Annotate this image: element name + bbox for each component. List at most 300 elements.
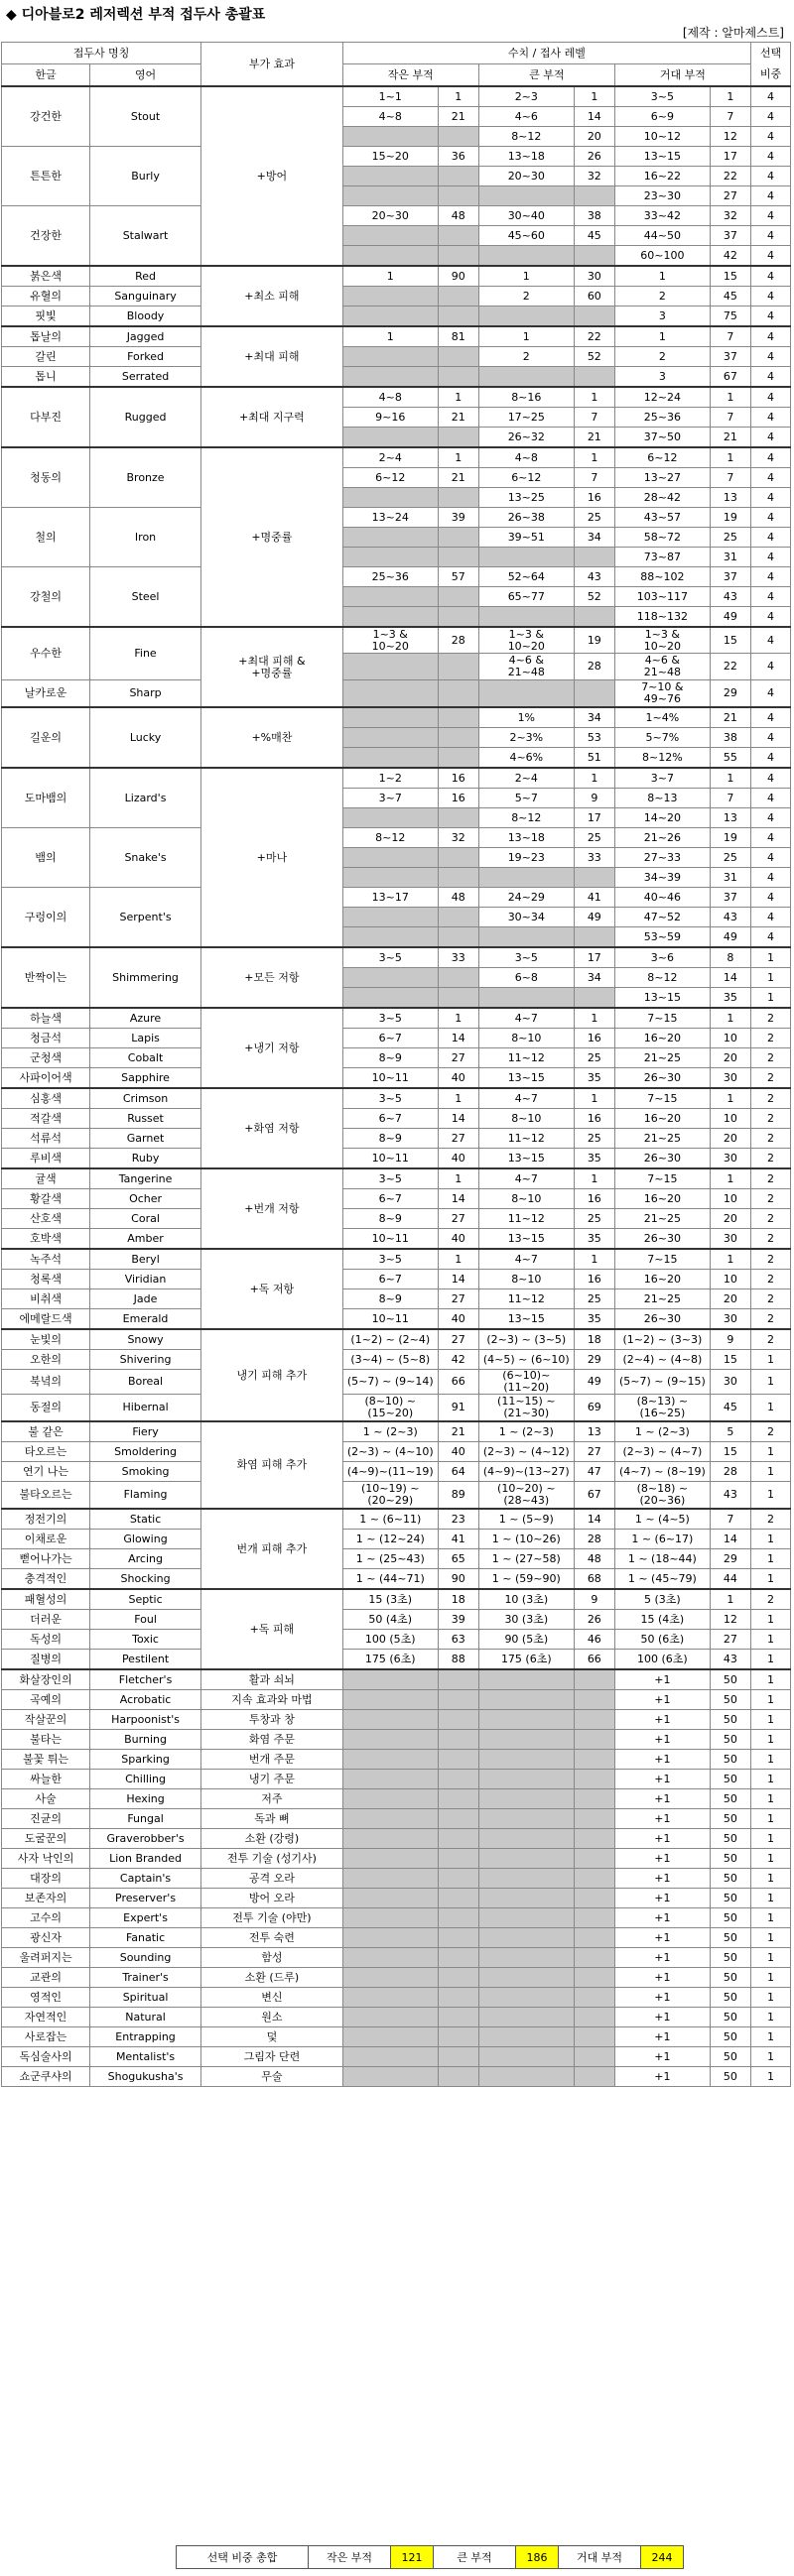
large-charm-value: 4~7: [478, 1249, 574, 1270]
large-charm-value: 13~15: [478, 1229, 574, 1250]
small-charm-value: [342, 226, 438, 246]
affix-korean-name: 고수의: [2, 1908, 90, 1928]
grand-charm-value: 16~20: [614, 1189, 710, 1209]
grand-charm-value: 26~30: [614, 1229, 710, 1250]
affix-english-name: Natural: [90, 2008, 201, 2027]
grand-charm-value: 21~26: [614, 828, 710, 848]
unavailable-cell: [438, 1710, 478, 1730]
grand-charm-value: 3: [614, 367, 710, 388]
small-charm-value: 3~7: [342, 789, 438, 808]
table-row: [2, 1209, 791, 1229]
unavailable-cell: [342, 1889, 438, 1908]
grand-charm-value: 21~25: [614, 1209, 710, 1229]
affix-english-name: Bloody: [90, 307, 201, 327]
affix-bonus: +번개 저항: [201, 1168, 343, 1249]
small-charm-level: 28: [438, 627, 478, 654]
large-charm-value: 4~6: [478, 107, 574, 127]
selection-weight: 4: [750, 347, 790, 367]
table-row: [2, 1462, 791, 1482]
selection-weight: 4: [750, 528, 790, 548]
large-charm-level: 16: [574, 1189, 614, 1209]
small-charm-level: 16: [438, 789, 478, 808]
small-charm-value: 3~5: [342, 1088, 438, 1109]
grand-charm-level: 75: [710, 307, 750, 327]
small-charm-value: [342, 868, 438, 888]
small-charm-level: 27: [438, 1048, 478, 1068]
grand-charm-level: 8: [710, 947, 750, 968]
large-charm-value: 4~8: [478, 447, 574, 468]
grand-charm-value: 21~25: [614, 1289, 710, 1309]
grand-charm-value: +1: [614, 1690, 710, 1710]
large-charm-value: 1: [478, 266, 574, 287]
grand-charm-level: 25: [710, 528, 750, 548]
unavailable-cell: [438, 1730, 478, 1750]
unavailable-cell: [438, 1669, 478, 1690]
affix-english-name: Toxic: [90, 1630, 201, 1650]
grand-charm-value: +1: [614, 1869, 710, 1889]
large-charm-level: 1: [574, 86, 614, 107]
table-row: [2, 1869, 791, 1889]
grand-charm-value: 1~3 & 10~20: [614, 627, 710, 654]
grand-charm-value: 118~132: [614, 607, 710, 628]
grand-charm-level: 37: [710, 888, 750, 908]
small-charm-value: [342, 428, 438, 448]
grand-charm-level: 21: [710, 707, 750, 728]
grand-charm-value: 43~57: [614, 508, 710, 528]
small-charm-level: 16: [438, 768, 478, 789]
grand-charm-value: 100 (6초): [614, 1650, 710, 1670]
grand-charm-level: 5: [710, 1421, 750, 1442]
large-charm-level: 68: [574, 1569, 614, 1590]
large-charm-value: 30~34: [478, 908, 574, 927]
unavailable-cell: [342, 1710, 438, 1730]
grand-charm-level: 42: [710, 246, 750, 267]
selection-weight: 4: [750, 627, 790, 654]
selection-weight: 4: [750, 287, 790, 307]
affix-english-name: Iron: [90, 508, 201, 567]
small-charm-level: 23: [438, 1509, 478, 1530]
selection-weight: 4: [750, 326, 790, 347]
unavailable-cell: [574, 1988, 614, 2008]
large-charm-value: [478, 927, 574, 948]
unavailable-cell: [342, 1770, 438, 1789]
affix-korean-name: 비취색: [2, 1289, 90, 1309]
unavailable-cell: [342, 2047, 438, 2067]
large-charm-value: 2~3: [478, 86, 574, 107]
affix-english-name: Static: [90, 1509, 201, 1530]
grand-charm-value: 33~42: [614, 206, 710, 226]
large-charm-level: 16: [574, 488, 614, 508]
large-charm-level: 9: [574, 1589, 614, 1610]
selection-weight: 1: [750, 1829, 790, 1849]
affix-korean-name: 루비색: [2, 1149, 90, 1169]
table-row: [2, 1395, 791, 1422]
grand-charm-level: 25: [710, 848, 750, 868]
grand-charm-value: 1 ~ (18~44): [614, 1549, 710, 1569]
table-row: [2, 1610, 791, 1630]
large-charm-level: 25: [574, 1289, 614, 1309]
table-row: [2, 1829, 791, 1849]
large-charm-level: 66: [574, 1650, 614, 1670]
small-charm-value: 6~12: [342, 468, 438, 488]
selection-weight: 1: [750, 1789, 790, 1809]
selection-weight: 1: [750, 988, 790, 1009]
affix-english-name: Red: [90, 266, 201, 287]
affix-korean-name: 산호색: [2, 1209, 90, 1229]
affix-bonus: +화염 저항: [201, 1088, 343, 1168]
table-row: [2, 1669, 791, 1690]
small-charm-level: [438, 968, 478, 988]
large-charm-value: 52~64: [478, 567, 574, 587]
selection-weight: 1: [750, 1669, 790, 1690]
grand-charm-value: 8~12: [614, 968, 710, 988]
grand-charm-value: 26~30: [614, 1309, 710, 1330]
large-charm-level: 16: [574, 1270, 614, 1289]
large-charm-value: [478, 988, 574, 1009]
large-charm-value: 1 ~ (2~3): [478, 1421, 574, 1442]
unavailable-cell: [342, 1730, 438, 1750]
grand-charm-value: 16~20: [614, 1029, 710, 1048]
selection-weight: 1: [750, 1650, 790, 1670]
small-charm-value: 1~1: [342, 86, 438, 107]
selection-weight: 1: [750, 1750, 790, 1770]
large-charm-level: 45: [574, 226, 614, 246]
small-charm-value: 20~30: [342, 206, 438, 226]
affix-english-name: Ocher: [90, 1189, 201, 1209]
small-charm-value: [342, 246, 438, 267]
table-row: [2, 367, 791, 388]
grand-charm-level: 50: [710, 1908, 750, 1928]
grand-charm-value: (8~13) ~ (16~25): [614, 1395, 710, 1422]
affix-english-name: Entrapping: [90, 2027, 201, 2047]
large-charm-value: 4~6 & 21~48: [478, 654, 574, 680]
small-charm-level: [438, 347, 478, 367]
affix-korean-name: 뱀의: [2, 828, 90, 888]
affix-korean-name: 구렁이의: [2, 888, 90, 948]
affix-korean-name: 독성의: [2, 1630, 90, 1650]
grand-charm-value: 88~102: [614, 567, 710, 587]
grand-charm-level: 49: [710, 607, 750, 628]
small-charm-level: 14: [438, 1189, 478, 1209]
grand-charm-level: 27: [710, 186, 750, 206]
selection-weight: 4: [750, 387, 790, 408]
table-row: [2, 1309, 791, 1330]
selection-weight: 4: [750, 707, 790, 728]
small-charm-level: 90: [438, 266, 478, 287]
affix-korean-name: 작살꾼의: [2, 1710, 90, 1730]
grand-charm-level: 38: [710, 728, 750, 748]
table-row: [2, 1329, 791, 1350]
selection-weight: 2: [750, 1309, 790, 1330]
table-row: [2, 627, 791, 654]
table-row: [2, 1809, 791, 1829]
grand-charm-value: 5 (3초): [614, 1589, 710, 1610]
affix-korean-name: 청금석: [2, 1029, 90, 1048]
unavailable-cell: [438, 2008, 478, 2027]
affix-korean-name: 강철의: [2, 567, 90, 628]
header-bonus: 부가 효과: [201, 43, 343, 87]
large-charm-value: 11~12: [478, 1289, 574, 1309]
unavailable-cell: [342, 1789, 438, 1809]
grand-charm-value: +1: [614, 1669, 710, 1690]
unavailable-cell: [478, 1690, 574, 1710]
large-charm-value: [478, 680, 574, 708]
large-charm-value: 11~12: [478, 1129, 574, 1149]
affix-english-name: Mentalist's: [90, 2047, 201, 2067]
affix-korean-name: 사로잡는: [2, 2027, 90, 2047]
large-charm-level: 20: [574, 127, 614, 147]
unavailable-cell: [478, 1710, 574, 1730]
table-row: [2, 1421, 791, 1442]
small-charm-level: 36: [438, 147, 478, 167]
selection-weight: 1: [750, 1549, 790, 1569]
small-charm-value: [342, 548, 438, 567]
grand-charm-level: 50: [710, 1948, 750, 1968]
selection-weight: 1: [750, 2027, 790, 2047]
table-row: [2, 1370, 791, 1395]
selection-weight: 1: [750, 1928, 790, 1948]
small-charm-value: 1 ~ (2~3): [342, 1421, 438, 1442]
table-row: [2, 1710, 791, 1730]
summary-large-value: 186: [516, 2546, 559, 2569]
large-charm-level: 38: [574, 206, 614, 226]
small-charm-level: [438, 488, 478, 508]
small-charm-level: 40: [438, 1068, 478, 1089]
affix-korean-name: 하늘색: [2, 1008, 90, 1029]
table-row: [2, 1630, 791, 1650]
small-charm-value: (4~9)~(11~19): [342, 1462, 438, 1482]
grand-charm-value: 21~25: [614, 1048, 710, 1068]
affix-bonus: +마나: [201, 768, 343, 947]
unavailable-cell: [342, 2027, 438, 2047]
affix-korean-name: 곡예의: [2, 1690, 90, 1710]
large-charm-level: 47: [574, 1462, 614, 1482]
small-charm-level: [438, 988, 478, 1009]
affix-english-name: Burly: [90, 147, 201, 206]
large-charm-value: 8~12: [478, 808, 574, 828]
small-charm-value: 1: [342, 266, 438, 287]
small-charm-level: 57: [438, 567, 478, 587]
affix-korean-name: 싸늘한: [2, 1770, 90, 1789]
grand-charm-level: 55: [710, 748, 750, 769]
affix-bonus: 공격 오라: [201, 1869, 343, 1889]
small-charm-value: 3~5: [342, 947, 438, 968]
grand-charm-level: 44: [710, 1569, 750, 1590]
affix-english-name: Lapis: [90, 1029, 201, 1048]
grand-charm-level: 31: [710, 548, 750, 567]
small-charm-value: [342, 186, 438, 206]
header-weight: 비중: [750, 64, 790, 87]
small-charm-level: [438, 707, 478, 728]
large-charm-value: 3~5: [478, 947, 574, 968]
small-charm-level: [438, 287, 478, 307]
grand-charm-level: 50: [710, 1889, 750, 1908]
affix-korean-name: 사파이어색: [2, 1068, 90, 1089]
large-charm-value: 4~6%: [478, 748, 574, 769]
selection-weight: 1: [750, 2047, 790, 2067]
table-row: [2, 287, 791, 307]
selection-weight: 4: [750, 728, 790, 748]
unavailable-cell: [478, 2047, 574, 2067]
affix-korean-name: 불타오르는: [2, 1482, 90, 1510]
affix-bonus: 방어 오라: [201, 1889, 343, 1908]
grand-charm-level: 10: [710, 1189, 750, 1209]
selection-weight: 2: [750, 1068, 790, 1089]
table-row: [2, 1750, 791, 1770]
small-charm-level: 33: [438, 947, 478, 968]
large-charm-level: 1: [574, 447, 614, 468]
grand-charm-level: 30: [710, 1229, 750, 1250]
grand-charm-value: 60~100: [614, 246, 710, 267]
large-charm-value: (2~3) ~ (3~5): [478, 1329, 574, 1350]
affix-korean-name: 영적인: [2, 1988, 90, 2008]
grand-charm-value: 3: [614, 307, 710, 327]
grand-charm-level: 45: [710, 287, 750, 307]
small-charm-value: [342, 988, 438, 1009]
affix-english-name: Crimson: [90, 1088, 201, 1109]
selection-weight: 4: [750, 908, 790, 927]
affix-english-name: Expert's: [90, 1908, 201, 1928]
large-charm-value: (10~20) ~ (28~43): [478, 1482, 574, 1510]
affix-korean-name: 불 같은: [2, 1421, 90, 1442]
grand-charm-value: 15 (4초): [614, 1610, 710, 1630]
affix-english-name: Fungal: [90, 1809, 201, 1829]
large-charm-value: 6~12: [478, 468, 574, 488]
affix-english-name: Acrobatic: [90, 1690, 201, 1710]
small-charm-level: 48: [438, 888, 478, 908]
summary-table: [176, 2545, 684, 2569]
selection-weight: 2: [750, 1048, 790, 1068]
affix-bonus: +방어: [201, 86, 343, 266]
table-row: [2, 307, 791, 327]
large-charm-level: 25: [574, 1048, 614, 1068]
large-charm-value: 45~60: [478, 226, 574, 246]
affix-english-name: Snowy: [90, 1329, 201, 1350]
grand-charm-level: 9: [710, 1329, 750, 1350]
large-charm-value: 2~4: [478, 768, 574, 789]
affix-bonus: 그림자 단련: [201, 2047, 343, 2067]
table-row: [2, 1690, 791, 1710]
affix-korean-name: 호박색: [2, 1229, 90, 1250]
table-row: [2, 1948, 791, 1968]
table-row: [2, 447, 791, 468]
affix-korean-name: 불타는: [2, 1730, 90, 1750]
selection-weight: 4: [750, 828, 790, 848]
unavailable-cell: [574, 1829, 614, 1849]
small-charm-value: 6~7: [342, 1270, 438, 1289]
unavailable-cell: [478, 2027, 574, 2047]
selection-weight: 1: [750, 1869, 790, 1889]
large-charm-level: 26: [574, 1610, 614, 1630]
grand-charm-value: 47~52: [614, 908, 710, 927]
selection-weight: 2: [750, 1249, 790, 1270]
large-charm-value: 39~51: [478, 528, 574, 548]
selection-weight: 1: [750, 1770, 790, 1789]
affix-bonus: 덫: [201, 2027, 343, 2047]
small-charm-value: 175 (6초): [342, 1650, 438, 1670]
grand-charm-level: 50: [710, 2067, 750, 2087]
affix-english-name: Sanguinary: [90, 287, 201, 307]
large-charm-level: 53: [574, 728, 614, 748]
large-charm-level: 1: [574, 1008, 614, 1029]
small-charm-value: [342, 127, 438, 147]
small-charm-value: [342, 728, 438, 748]
table-row: [2, 1988, 791, 2008]
grand-charm-value: 4~6 & 21~48: [614, 654, 710, 680]
large-charm-level: 1: [574, 1168, 614, 1189]
small-charm-level: 18: [438, 1589, 478, 1610]
small-charm-value: 15 (3초): [342, 1589, 438, 1610]
small-charm-value: 4~8: [342, 107, 438, 127]
affix-korean-name: 녹주석: [2, 1249, 90, 1270]
affix-korean-name: 교관의: [2, 1968, 90, 1988]
small-charm-level: [438, 186, 478, 206]
small-charm-level: [438, 167, 478, 186]
grand-charm-value: 21~25: [614, 1129, 710, 1149]
grand-charm-value: 34~39: [614, 868, 710, 888]
affix-korean-name: 반짝이는: [2, 947, 90, 1008]
grand-charm-level: 15: [710, 1442, 750, 1462]
large-charm-value: [478, 367, 574, 388]
affix-korean-name: 오한의: [2, 1350, 90, 1370]
unavailable-cell: [438, 1690, 478, 1710]
header-grand-charm: 거대 부적: [614, 64, 750, 87]
small-charm-level: 40: [438, 1442, 478, 1462]
grand-charm-value: +1: [614, 1730, 710, 1750]
selection-weight: 4: [750, 848, 790, 868]
affix-english-name: Fletcher's: [90, 1669, 201, 1690]
large-charm-value: (4~9)~(13~27): [478, 1462, 574, 1482]
affix-english-name: Emerald: [90, 1309, 201, 1330]
large-charm-value: 1 ~ (59~90): [478, 1569, 574, 1590]
selection-weight: 4: [750, 468, 790, 488]
large-charm-level: 28: [574, 1530, 614, 1549]
affix-english-name: Trainer's: [90, 1968, 201, 1988]
small-charm-value: 1: [342, 326, 438, 347]
small-charm-level: [438, 367, 478, 388]
grand-charm-value: 28~42: [614, 488, 710, 508]
selection-weight: 1: [750, 1569, 790, 1590]
affix-bonus: 원소: [201, 2008, 343, 2027]
selection-weight: 1: [750, 1889, 790, 1908]
grand-charm-level: 20: [710, 1289, 750, 1309]
unavailable-cell: [574, 1710, 614, 1730]
grand-charm-level: 50: [710, 1669, 750, 1690]
affix-bonus: 번개 주문: [201, 1750, 343, 1770]
affix-english-name: Smoking: [90, 1462, 201, 1482]
table-row: [2, 1889, 791, 1908]
large-charm-value: 11~12: [478, 1209, 574, 1229]
small-charm-value: 10~11: [342, 1229, 438, 1250]
header-small-charm: 작은 부적: [342, 64, 478, 87]
affix-bonus: +모든 저항: [201, 947, 343, 1008]
grand-charm-value: 103~117: [614, 587, 710, 607]
selection-weight: 4: [750, 587, 790, 607]
unavailable-cell: [342, 1849, 438, 1869]
large-charm-level: 14: [574, 1509, 614, 1530]
grand-charm-value: 14~20: [614, 808, 710, 828]
large-charm-level: 69: [574, 1395, 614, 1422]
large-charm-level: 16: [574, 1109, 614, 1129]
grand-charm-level: 30: [710, 1309, 750, 1330]
small-charm-level: [438, 548, 478, 567]
grand-charm-level: 1: [710, 1249, 750, 1270]
grand-charm-level: 29: [710, 680, 750, 708]
large-charm-value: 30 (3초): [478, 1610, 574, 1630]
table-row: [2, 508, 791, 528]
selection-weight: 2: [750, 1168, 790, 1189]
small-charm-value: [342, 287, 438, 307]
